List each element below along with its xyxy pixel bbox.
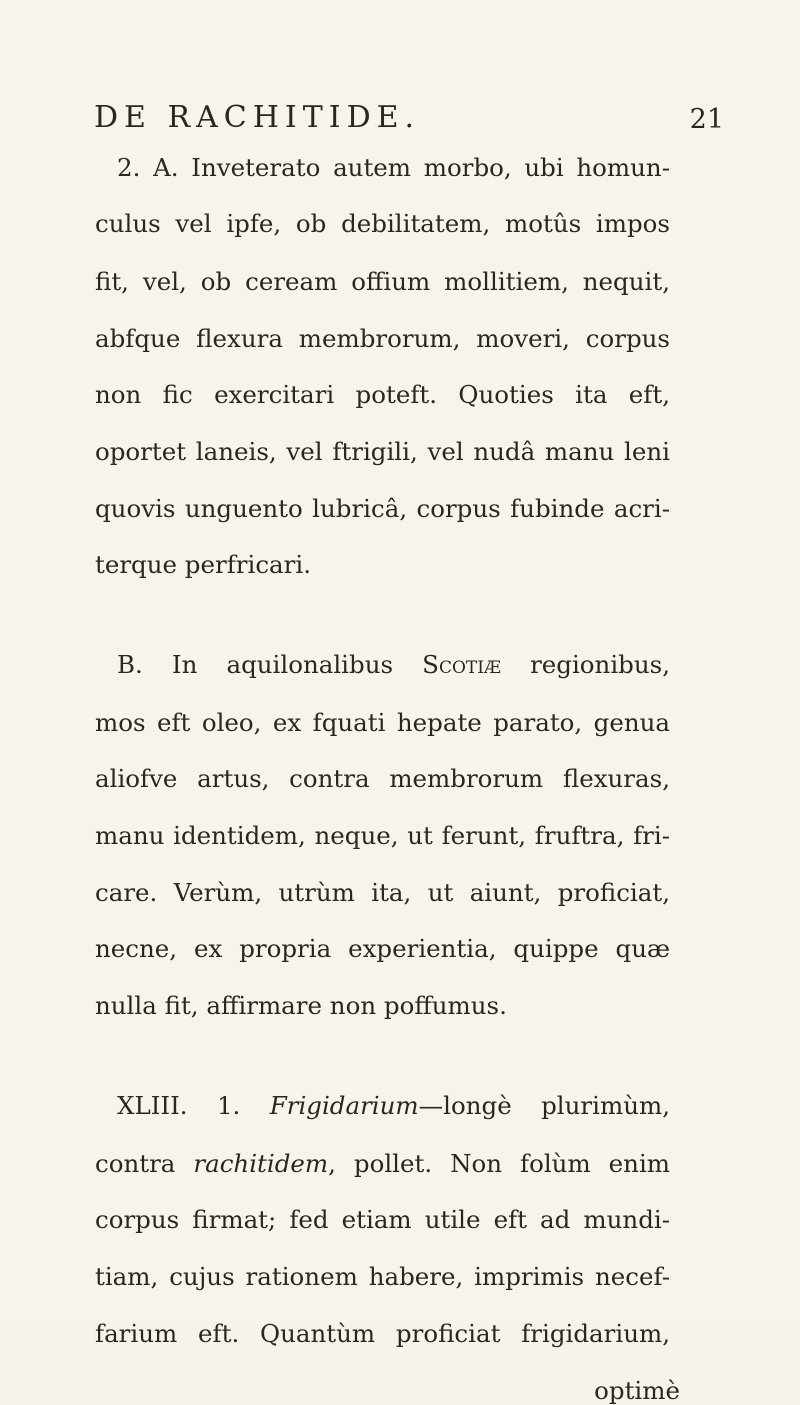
- paragraph-b-line-3: aliofve artus, contra membrorum flexuras,: [95, 764, 670, 793]
- page-header: [94, 100, 724, 150]
- running-title: DE RACHITIDE.: [94, 100, 421, 135]
- paragraph-2a-line-8: terque perfricari.: [95, 550, 311, 579]
- paragraph-b-line-1-end: regionibus,: [500, 650, 670, 679]
- paragraph-2a-line-1: 2. A. Inveterato autem morbo, ubi homun-: [117, 153, 670, 182]
- paragraph-xliii-line-4: tiam, cujus rationem habere, imprimis necef-: [95, 1262, 670, 1291]
- paragraph-xliii-line-2-end: , pollet. Non folùm enim: [328, 1149, 671, 1178]
- paragraph-2a-line-5: non fic exercitari poteft. Quoties ita eft,: [95, 380, 670, 409]
- paragraph-b-line-1: [117, 650, 670, 679]
- paragraph-2a-line-6: oportet laneis, vel ftrigili, vel nudâ manu leni: [95, 437, 670, 466]
- page-number: 21: [689, 104, 724, 135]
- paragraph-b-line-7: nulla fit, affirmare non poffumus.: [95, 991, 507, 1020]
- paragraph-b-line-4: manu identidem, neque, ut ferunt, fruftra, fri-: [95, 821, 670, 850]
- paragraph-b-line-2: mos eft oleo, ex fquati hepate parato, genua: [95, 708, 670, 737]
- paragraph-xliii-line-3: corpus firmat; fed etiam utile eft ad mundi-: [95, 1205, 670, 1234]
- paragraph-2a-line-7: quovis unguento lubricâ, corpus fubinde acri-: [95, 494, 670, 523]
- paragraph-xliii-line-1: [117, 1091, 670, 1120]
- paragraph-xliii-line-1-end: —longè plurimùm,: [418, 1091, 670, 1120]
- rachitidem-italic: rachitidem: [193, 1149, 329, 1178]
- paragraph-2a-line-2: culus vel ipfe, ob debilitatem, motûs impos: [95, 209, 670, 238]
- scotiae-small-caps: Scotiæ: [422, 650, 501, 679]
- paragraph-xliii-line-5: farium eft. Quantùm proficiat frigidarium,: [95, 1319, 670, 1348]
- section-number: XLIII. 1.: [117, 1091, 270, 1120]
- frigidarium-italic: Frigidarium: [269, 1091, 419, 1120]
- paragraph-b-line-6: necne, ex propria experientia, quippe quæ: [95, 934, 670, 963]
- paragraph-xliii-line-2: [95, 1149, 671, 1178]
- paragraph-b-line-5: care. Verùm, utrùm ita, ut aiunt, proficiat,: [95, 878, 670, 907]
- paragraph-2a-line-3: fit, vel, ob ceream offium mollitiem, nequit,: [95, 267, 670, 296]
- catchword: optimè: [594, 1376, 680, 1405]
- paragraph-xliii-line-2-start: contra: [95, 1149, 194, 1178]
- paragraph-b-line-1-start: B. In aquilonalibus: [117, 650, 423, 679]
- paragraph-2a-line-4: abfque flexura membrorum, moveri, corpus: [95, 324, 670, 353]
